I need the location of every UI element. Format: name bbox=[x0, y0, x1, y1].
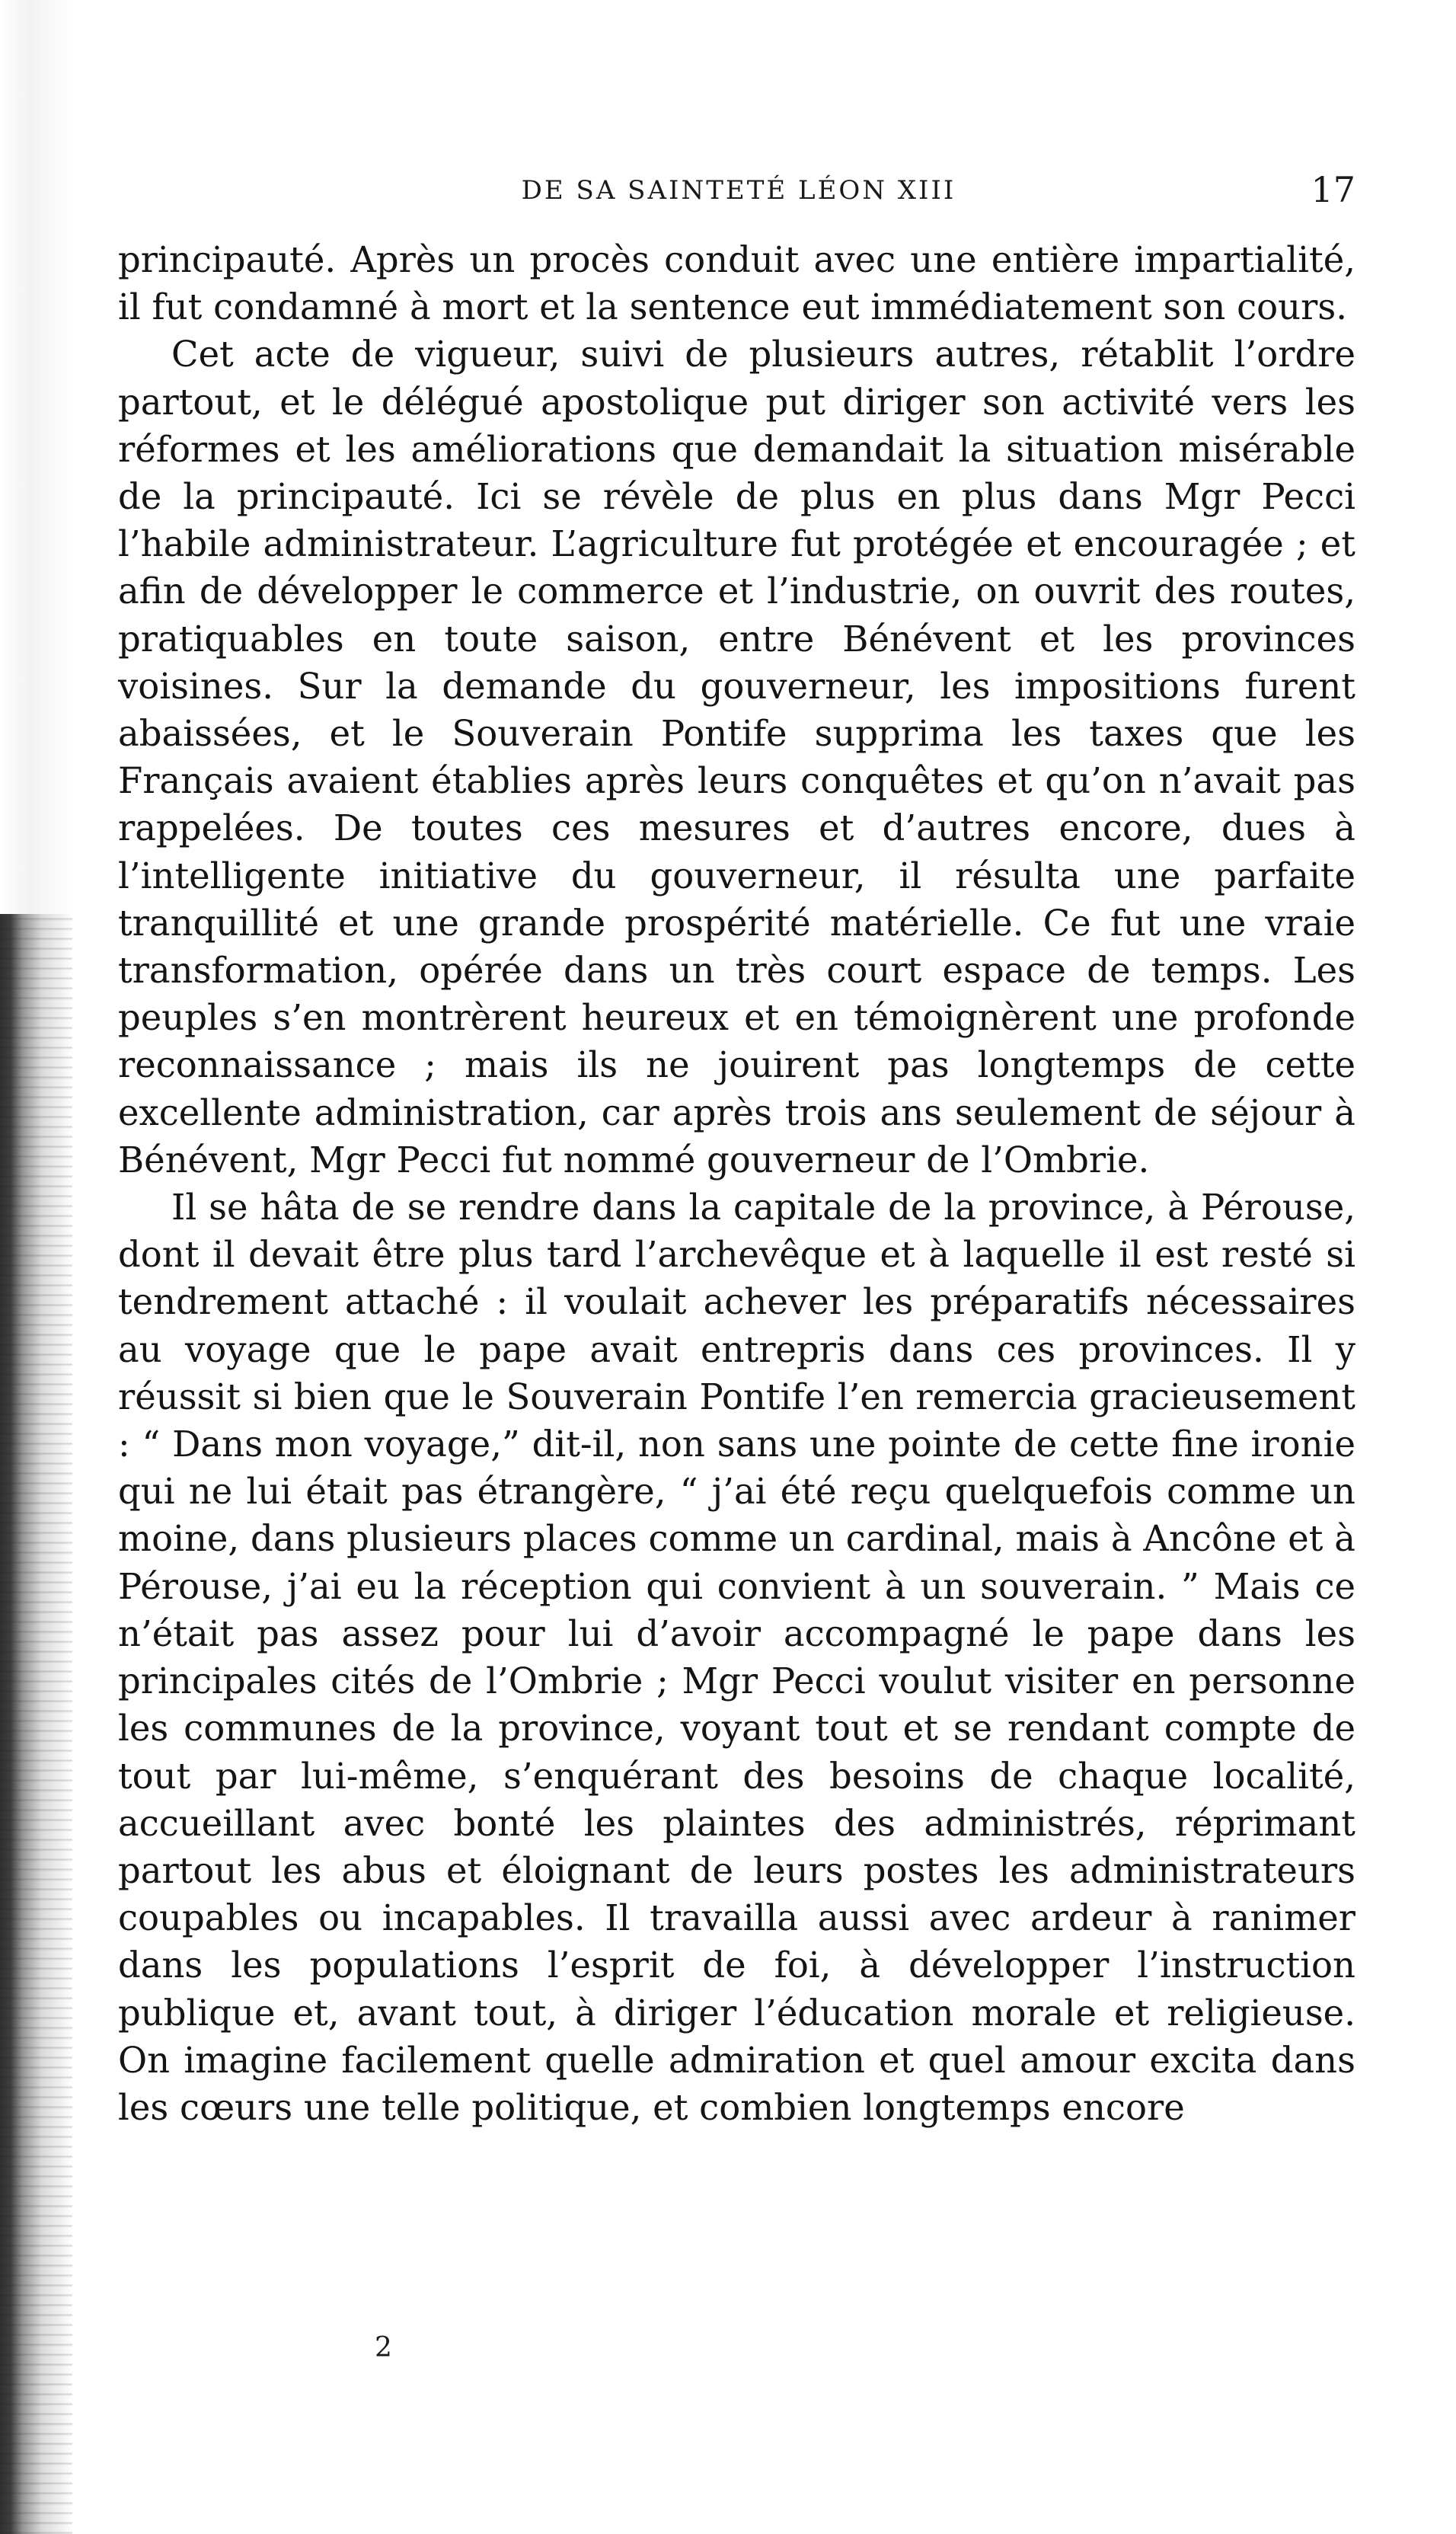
scan-gutter-top bbox=[0, 0, 72, 914]
body-text bbox=[118, 236, 1355, 2131]
page-number: 17 bbox=[1311, 169, 1355, 210]
paragraph-3: Il se hâta de se rendre dans la capitale de la province, à Pérouse, dont il devait être plus tard l’archevêque et à laquelle il est resté si tendrement attaché : il voulait achever les préparatifs nécessaires au voyage que le pape avait entrepris dans ces provinces. Il y réussit si bien que le Souverain Pontife l’en remercia gracieusement : “ Dans mon voyage,” dit-il, non sans une pointe de cette fine ironie qui ne lui était pas étrangère, “ j’ai été reçu quelquefois comme un moine, dans plusieurs places comme un cardinal, mais à Ancône et à Pérouse, j’ai eu la réception qui convient à un souverain. ” Mais ce n’était pas assez pour lui d’avoir accompagné le pape dans les principales cités de l’Ombrie ; Mgr Pecci voulut visiter en personne les communes de la province, voyant tout et se rendant compte de tout par lui-même, s’enquérant des besoins de chaque localité, accueillant avec bonté les plaintes des administrés, réprimant partout les abus et éloignant de leurs postes les administrateurs coupables ou incapables. Il travailla aussi avec ardeur à ranimer dans les populations l’esprit de foi, à développer l’instruction publique et, avant tout, à diriger l’éducation morale et religieuse. On imagine facilement quelle admiration et quel amour excita dans les cœurs une telle politique, et combien longtemps encore bbox=[118, 1187, 1355, 2128]
page-header bbox=[122, 169, 1355, 215]
running-head: DE SA SAINTETÉ LÉON XIII bbox=[521, 175, 956, 206]
paragraph-1: principauté. Après un procès conduit avec une entière impartialité, il fut condamné à mort et la sentence eut immédiatement son cours. bbox=[118, 239, 1355, 328]
signature-mark: 2 bbox=[375, 2332, 392, 2363]
paragraph-2: Cet acte de vigueur, suivi de plusieurs autres, rétablit l’ordre partout, et le délégué apostolique put diriger son activité vers les réformes et les améliorations que demandait la situation misérable de la principauté. Ici se révèle de plus en plus dans Mgr Pecci l’habile administrateur. L’agriculture fut protégée et encouragée ; et afin de développer le commerce et l’industrie, on ouvrit des routes, pratiquables en toute saison, entre Bénévent et les provinces voisines. Sur la demande du gouverneur, les impositions furent abaissées, et le Souverain Pontife supprima les taxes que les Français avaient établies après leurs conquêtes et qu’on n’avait pas rappelées. De toutes ces mesures et d’autres encore, dues à l’intelligente initiative du gouverneur, il résulta une parfaite tranquillité et une grande prospérité matérielle. Ce fut une vraie transformation, opérée dans un très court espace de temps. Les peuples s’en montrèrent heureux et en témoignèrent une profonde reconnaissance ; mais ils ne jouirent pas longtemps de cette excellente administration, car après trois ans seulement de séjour à Bénévent, Mgr Pecci fut nommé gouverneur de l’Ombrie. bbox=[118, 334, 1355, 1181]
